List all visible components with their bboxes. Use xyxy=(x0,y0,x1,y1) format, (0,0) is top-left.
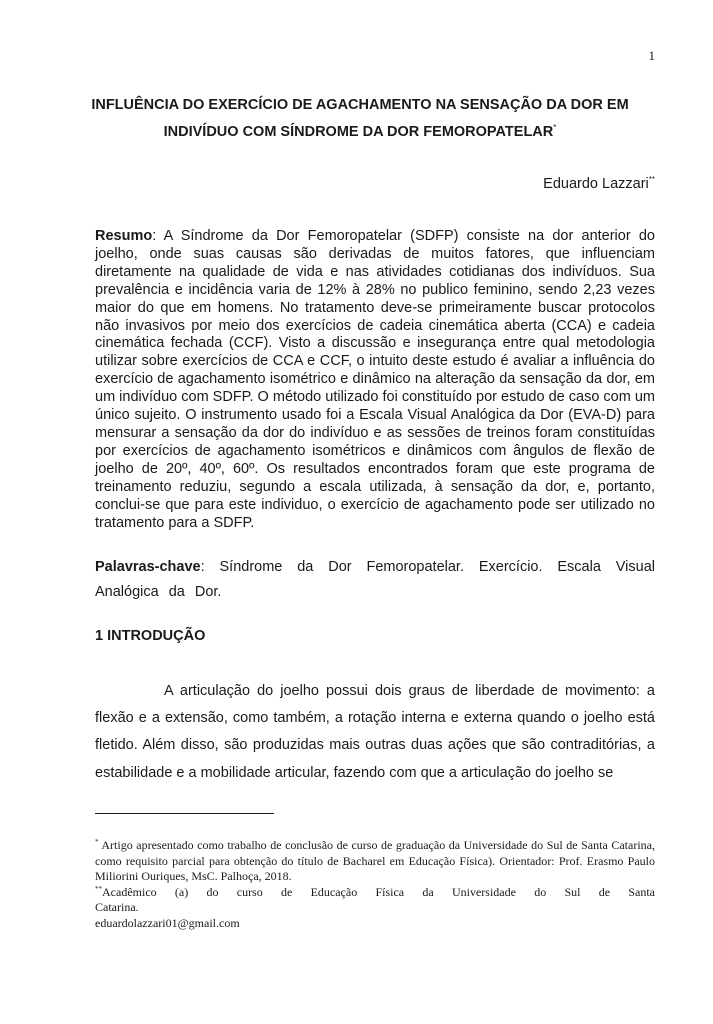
title-footnote-marker: * xyxy=(553,123,557,133)
keywords xyxy=(95,555,655,605)
section-heading-introduction: 1 INTRODUÇÃO xyxy=(95,628,206,644)
abstract-text: : A Síndrome da Dor Femoropatelar (SDFP) consiste na dor anterior do joelho, onde suas causas são derivadas de muitos fatores, que influenciam diretamente na qualidade de vida e nas atividades cotidianas dos indivíduos. Sua prevalência e incidência varia de 12% à 28% no publico feminino, sendo 2,23 vezes maior do que em homens. No tratamento deve-se primeiramente buscar protocolos não invasivos por meio dos exercícios de cadeia cinemática aberta (CCA) e cadeia cinemática fechada (CCF). Visto a discussão e insegurança entre qual metodologia utilizar sobre exercícios de CCA e CCF, o intuito deste estudo é avaliar a influência do exercício de agachamento isométrico e dinâmico na alteração da sensação da dor, em um indivíduo com SDFP. O método utilizado foi constituído por estudo de caso com um único sujeito. O instrumento usado foi a Escala Visual Analógica da Dor (EVA-D) para mensurar a sensação da dor do indivíduo e as sessões de treinos foram constituídas por exercícios de agachamento isométricos e dinâmicos com ângulos de flexão de joelho de 20º, 40º, 60º. Os resultados encontrados foram que este programa de treinamento reduziu, segundo a escala utilizada, à sensação da dor, e, portanto, conclui-se que para este individuo, o exercício de agachamento pode ser utilizado no tratamento para a SDFP. xyxy=(95,228,655,531)
author xyxy=(543,176,655,192)
footnote-2-marker: ** xyxy=(95,884,102,893)
footnote-2-text-line1: Acadêmico (a) do curso de Educação Física da Universidade do Sul de Santa Catarina. xyxy=(95,884,655,915)
paper-title xyxy=(70,92,650,146)
introduction-paragraph: A articulação do joelho possui dois graus de liberdade de movimento: a flexão e a extensão, como também, a rotação interna e externa quando o joelho está fletido. Além disso, são produzidas mais outras duas ações que são contraditórias, a estabilidade e a mobilidade articular, fazendo com que a articulação do joelho se xyxy=(95,683,655,781)
title-line-1: INFLUÊNCIA DO EXERCÍCIO DE AGACHAMENTO NA SENSAÇÃO DA DOR EM xyxy=(91,97,629,113)
footnote-2-email: eduardolazzari01@gmail.com xyxy=(95,915,240,930)
author-footnote-marker: ** xyxy=(648,175,655,185)
footnote-1-marker: * xyxy=(95,838,99,846)
abstract-label: Resumo xyxy=(95,228,153,244)
footnote-1 xyxy=(95,838,655,885)
footnote-separator xyxy=(95,813,274,814)
footnote-1-text: Artigo apresentado como trabalho de conclusão de curso de graduação da Universidade do Sul de Santa Catarina, como requisito parcial para obtenção do título de Bacharel em Educação Física). Orientador: Prof. Erasmo Paulo Miliorini Ouriques, MsC. Palhoça, 2018. xyxy=(95,838,655,884)
keywords-text: : Síndrome da Dor Femoropatelar. Exercício. Escala Visual Analógica da Dor. xyxy=(95,559,655,600)
page-number: 1 xyxy=(648,48,655,63)
footnotes xyxy=(95,838,655,932)
keywords-label: Palavras-chave xyxy=(95,559,201,575)
footnote-2 xyxy=(95,885,655,932)
title-line-2-text: INDIVÍDUO COM SÍNDROME DA DOR FEMOROPATELAR xyxy=(163,124,554,140)
author-name: Eduardo Lazzari xyxy=(543,176,649,192)
abstract xyxy=(95,228,655,532)
title-line-2 xyxy=(70,119,650,146)
